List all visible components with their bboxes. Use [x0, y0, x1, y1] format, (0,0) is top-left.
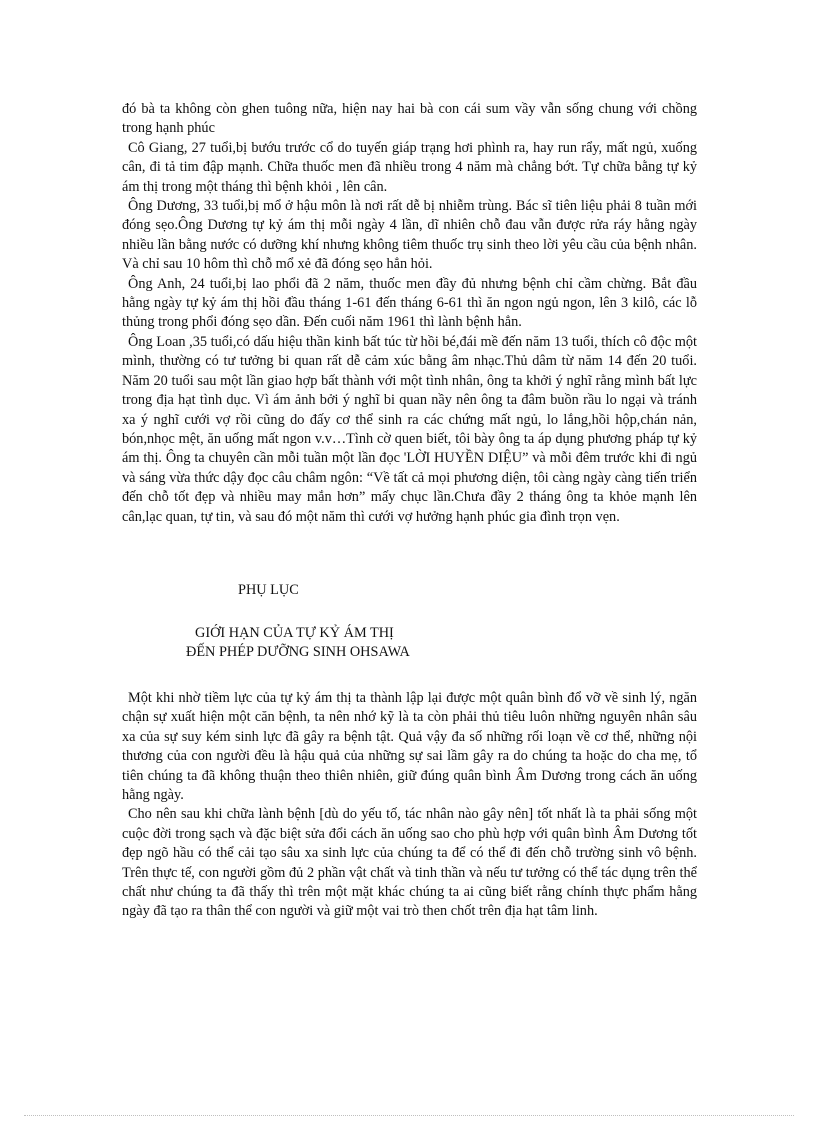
paragraph-ong-loan: Ông Loan ,35 tuổi,có dấu hiệu thần kinh bất túc từ hồi bé,đái mề đến năm 13 tuổi, thích cô độc một mình, thường có tư tưởng bi quan rất dễ cảm xúc bằng âm nhạc.Thủ dâm từ năm 14 đến 20 tuổi. Năm 20 tuổi sau một lần giao hợp bất thành với một tình nhân, ông ta khởi ý nghĩ rằng mình bất lực trong địa hạt tình dục. Vì ám ảnh bởi ý nghĩ bi quan nầy nên ông ta đâm buồn rầu lo ngại và tránh xa ý nghĩ cưới vợ rồi cũng do đấy cơ thể sinh ra các chứng mất ngủ, lo lắng,hồi hộp,chán nản, bón,nhọc mệt, ăn uống mất ngon v.v…Tình cờ quen biết, tôi bày ông ta áp dụng phương pháp tự kỷ ám thị. Ông ta chuyên cần mỗi tuần một lần đọc 'LỜI HUYỀN DIỆU” và mỗi đêm trước khi đi ngủ và sáng vừa thức dậy đọc câu châm ngôn: “Về tất cả mọi phương diện, tôi càng ngày càng tiến triển đến chỗ tốt đẹp và nhiều may mắn hơn” mấy chục lần.Chưa đầy 2 tháng ông ta khỏe mạnh lên cân,lạc quan, tự tin, và sau đó một năm thì cưới vợ hưởng hạnh phúc gia đình trọn vẹn.	[122, 333, 697, 525]
section-spacer	[122, 554, 697, 581]
section-title-line-2: ĐẾN PHÉP DƯỠNG SINH OHSAWA	[186, 643, 410, 660]
paragraph-continuation: đó bà ta không còn ghen tuông nữa, hiện nay hai bà con cái sum vầy vẫn sống chung với chồng trong hạnh phúc	[122, 101, 697, 137]
paragraph-appendix-1: Một khi nhờ tiềm lực của tự kỷ ám thị ta thành lập lại được một quân bình đổ vỡ về sinh lý, ngăn chận sự xuất hiện một căn bệnh, ta nên nhớ kỹ là ta còn phải thủ tiêu luôn những nguyên nhân sâu xa của sự suy kém sinh lực đã gây ra bệnh tật. Quả vậy đa số những rối loạn về cơ thể, những nội thương của con người đều là hậu quả của những sự sai lầm gây ra do chúng ta hoặc do cha mẹ, tổ tiên chúng ta đã không thuận theo thiên nhiên, giữ đúng quân bình Âm Dương trong cách ăn uống hằng ngày.	[122, 689, 697, 803]
document-page	[122, 100, 697, 922]
paragraph-ong-anh: Ông Anh, 24 tuổi,bị lao phổi đã 2 năm, thuốc men đầy đủ nhưng bệnh chỉ cầm chừng. Bắt đầu hằng ngày tự kỷ ám thị hồi đầu tháng 1-61 đến tháng 6-61 thì ăn ngon ngủ ngon, lên 3 kilô, các lỗ thủng trong phổi đóng sẹo dần. Đến cuối năm 1961 thì lành bệnh hẳn.	[122, 275, 697, 331]
page-bottom-rule	[24, 1115, 794, 1116]
paragraph-appendix-2: Cho nên sau khi chữa lành bệnh [dù do yếu tố, tác nhân nào gây nên] tốt nhất là ta phải sống một cuộc đời trong sạch và đặc biệt sửa đổi cách ăn uống sao cho phù hợp với quân bình Âm Dương tốt đẹp ngõ hầu có thể cải tạo sâu xa sinh lực của chúng ta để có thể đi đến chỗ trường sinh vô bệnh. Trên thực tế, con người gồm đủ 2 phần vật chất và tinh thần và nếu tư tưởng có thể tác dụng trên thể chất như chúng ta đã thấy thì trên một mặt khác chúng ta ai cũng biết rằng chính thực phẩm hằng ngày đã tạo ra thân thể con người và giữ một vai trò then chốt trên địa hạt tâm linh.	[122, 806, 697, 920]
section-spacer	[122, 527, 697, 554]
section-title-line-1: GIỚI HẠN CỦA TỰ KỶ ÁM THỊ	[195, 624, 394, 641]
appendix-heading: PHỤ LỤC	[238, 581, 299, 598]
heading-spacer	[122, 600, 697, 624]
heading-spacer	[122, 662, 697, 689]
paragraph-ong-duong: Ông Dương, 33 tuổi,bị mổ ở hậu môn là nơi rất dễ bị nhiễm trùng. Bác sĩ tiên liệu phải 8 tuần mới đóng sẹo.Ông Dương tự kỷ ám thị mỗi ngày 4 lần, dĩ nhiên chỗ đau vẫn được rửa ráy hằng ngày nhiều lần bằng nước có dưỡng khí nhưng không tiêm thuốc trụ sinh theo lời yêu cầu của bệnh nhân. Và chỉ sau 10 hôm thì chỗ mổ xẻ đã đóng sẹo hẳn hỏi.	[122, 198, 697, 273]
paragraph-co-giang: Cô Giang, 27 tuổi,bị bướu trước cổ do tuyến giáp trạng hơi phình ra, hay run rẩy, mất ngủ, xuống cân, đi tả tim đập mạnh. Chữa thuốc men đã nhiều trong 4 năm mà chẳng bớt. Tự chữa bằng tự kỷ ám thị trong một tháng thì bệnh khỏi , lên cân.	[122, 139, 697, 195]
